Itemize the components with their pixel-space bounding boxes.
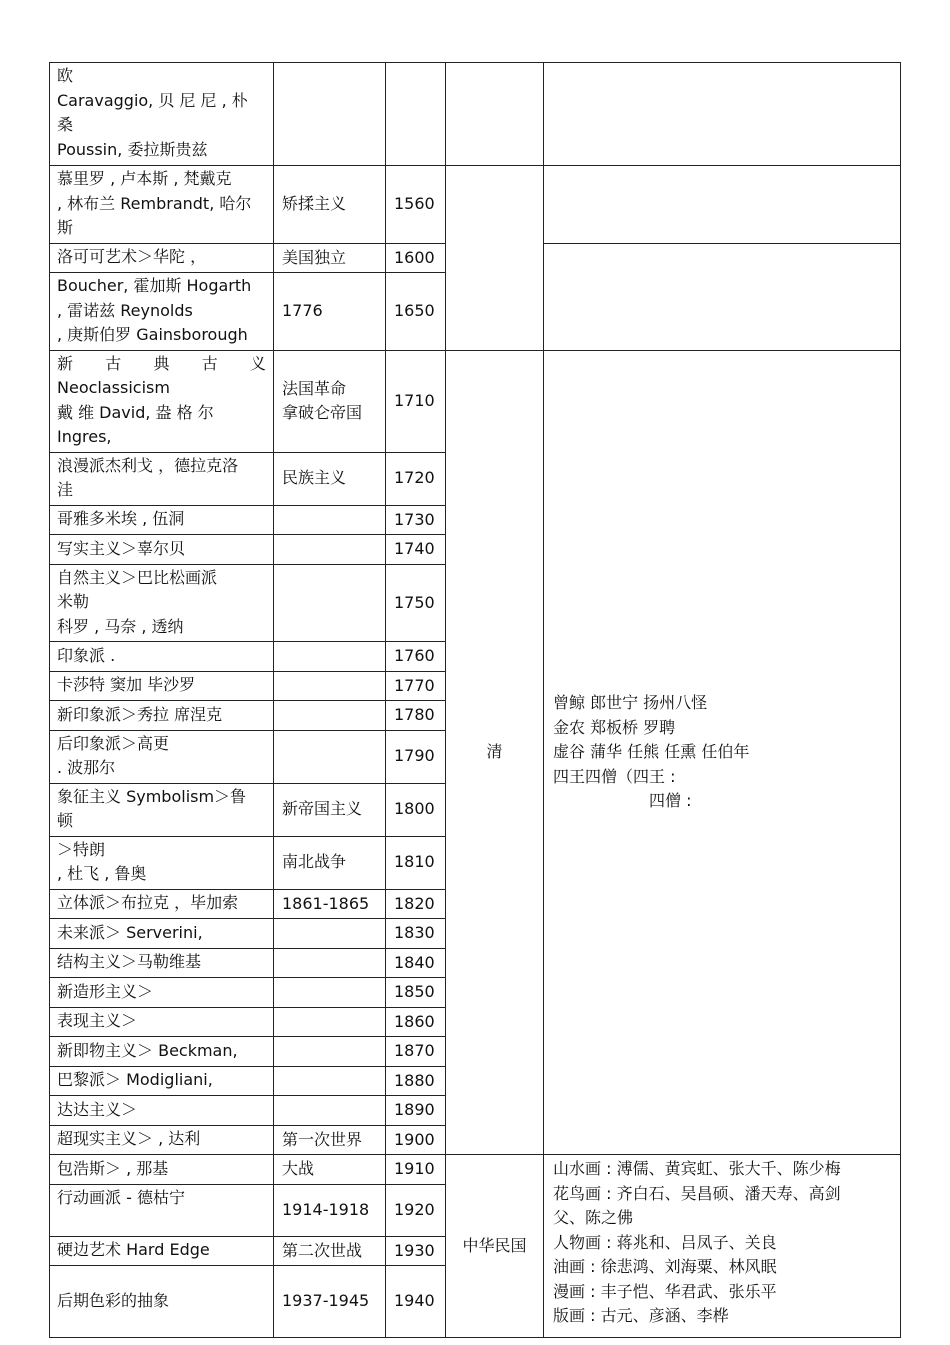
artists-cell: 新即物主义＞ Beckman,: [50, 1037, 274, 1067]
year-cell: 1740: [386, 535, 446, 565]
year-cell: 1790: [386, 730, 446, 783]
year-cell: 1900: [386, 1125, 446, 1155]
event-cell: [274, 505, 386, 535]
event-cell: 1776: [274, 273, 386, 351]
artists-cell: 象征主义 Symbolism＞鲁 顿: [50, 783, 274, 836]
event-cell: [274, 948, 386, 978]
artists-cell: 未来派＞ Serverini,: [50, 919, 274, 949]
artists-cell: 硬边艺术 Hard Edge: [50, 1236, 274, 1266]
event-cell: [274, 63, 386, 166]
artists-cell: ＞特朗 , 杜飞 , 鲁奥: [50, 836, 274, 889]
artists-cell: 行动画派 - 德枯宁: [50, 1184, 274, 1236]
event-cell: 法国革命 拿破仑帝国: [274, 350, 386, 452]
event-cell: 1861-1865: [274, 889, 386, 919]
event-cell: [274, 1066, 386, 1096]
event-cell: 第二次世战: [274, 1236, 386, 1266]
event-cell: [274, 1037, 386, 1067]
notes-cell-republic: 山水画 : 溥儒、黄宾虹、张大千、陈少梅 花鸟画 : 齐白石、吴昌硕、潘天寿、高剑 父、陈之佛 人物画 : 蒋兆和、吕凤子、关良 油画 : 徐悲鸿、刘海粟、林风眠 漫画 : 丰子恺、华君武、张乐平 版画 : 古元、彦涵、李桦: [544, 1155, 901, 1338]
event-cell: [274, 642, 386, 672]
notes-cell-qing: 曾鲸 郎世宁 扬州八怪 金农 郑板桥 罗聘 虚谷 蒲华 任熊 任熏 任伯年 四王四僧（四王 : 四僧 :: [544, 350, 901, 1155]
year-cell: 1560: [386, 166, 446, 244]
notes-cell: [544, 166, 901, 244]
year-cell: 1830: [386, 919, 446, 949]
event-cell: 第一次世界: [274, 1125, 386, 1155]
artists-cell: 慕里罗 , 卢本斯 , 梵戴克 , 林布兰 Rembrandt, 哈尔 斯: [50, 166, 274, 244]
artists-cell: 写实主义＞辜尔贝: [50, 535, 274, 565]
year-cell: 1730: [386, 505, 446, 535]
year-cell: 1780: [386, 701, 446, 731]
year-cell: 1810: [386, 836, 446, 889]
event-cell: [274, 671, 386, 701]
event-cell: [274, 978, 386, 1008]
year-cell: 1920: [386, 1184, 446, 1236]
artists-cell: 后期色彩的抽象: [50, 1266, 274, 1338]
artists-cell: 卡莎特 窦加 毕沙罗: [50, 671, 274, 701]
year-cell: 1880: [386, 1066, 446, 1096]
dynasty-cell: [446, 63, 544, 166]
dynasty-cell-republic: 中华民国: [446, 1155, 544, 1338]
event-cell: 新帝国主义: [274, 783, 386, 836]
year-cell: 1650: [386, 273, 446, 351]
event-cell: 南北战争: [274, 836, 386, 889]
event-cell: 民族主义: [274, 452, 386, 505]
year-cell: 1930: [386, 1236, 446, 1266]
year-cell: 1750: [386, 564, 446, 642]
event-cell: 美国独立: [274, 243, 386, 273]
art-history-timeline-table: [49, 62, 901, 1338]
notes-cell: [544, 63, 901, 166]
year-cell: 1820: [386, 889, 446, 919]
artists-cell: 洛可可艺术＞华陀 ，: [50, 243, 274, 273]
year-cell: 1840: [386, 948, 446, 978]
event-cell: [274, 564, 386, 642]
artists-cell: 印象派 .: [50, 642, 274, 672]
artists-cell: 新印象派＞秀拉 席涅克: [50, 701, 274, 731]
event-cell: 1937-1945: [274, 1266, 386, 1338]
year-cell: 1860: [386, 1007, 446, 1037]
artists-cell: 欧 Caravaggio, 贝 尼 尼 , 朴 桑 Poussin, 委拉斯贵兹: [50, 63, 274, 166]
artists-cell: 后印象派＞高更 . 波那尔: [50, 730, 274, 783]
event-cell: [274, 701, 386, 731]
year-cell: 1910: [386, 1155, 446, 1185]
artists-cell: 巴黎派＞ Modigliani,: [50, 1066, 274, 1096]
event-cell: [274, 535, 386, 565]
year-cell: [386, 63, 446, 166]
year-cell: 1890: [386, 1096, 446, 1126]
artists-cell: 自然主义＞巴比松画派 米勒 科罗 , 马奈 , 透纳: [50, 564, 274, 642]
dynasty-cell: [446, 166, 544, 351]
year-cell: 1710: [386, 350, 446, 452]
year-cell: 1800: [386, 783, 446, 836]
year-cell: 1870: [386, 1037, 446, 1067]
year-cell: 1760: [386, 642, 446, 672]
year-cell: 1850: [386, 978, 446, 1008]
artists-cell: Boucher, 霍加斯 Hogarth , 雷诺兹 Reynolds , 庚斯伯罗 Gainsborough: [50, 273, 274, 351]
justified-title: 新 古 典 古 义: [57, 353, 266, 373]
event-cell: [274, 1007, 386, 1037]
artists-cell: 立体派＞布拉克 ，毕加索: [50, 889, 274, 919]
year-cell: 1770: [386, 671, 446, 701]
event-cell: [274, 730, 386, 783]
year-cell: 1940: [386, 1266, 446, 1338]
notes-cell: [544, 243, 901, 350]
event-cell: 1914-1918: [274, 1184, 386, 1236]
artists-cell: 新造形主义＞: [50, 978, 274, 1008]
event-cell: [274, 919, 386, 949]
artists-cell: 包浩斯＞ , 那基: [50, 1155, 274, 1185]
year-cell: 1720: [386, 452, 446, 505]
event-cell: 矫揉主义: [274, 166, 386, 244]
event-cell: 大战: [274, 1155, 386, 1185]
artists-cell: 结构主义＞马勒维基: [50, 948, 274, 978]
year-cell: 1600: [386, 243, 446, 273]
artists-cell: 浪漫派杰利戈 ，德拉克洛 洼: [50, 452, 274, 505]
artists-cell: 哥雅多米埃 , 伍洞: [50, 505, 274, 535]
dynasty-cell-qing: 清: [446, 350, 544, 1155]
artists-cell: 新 古 典 古 义 Neoclassicism 戴 维 David, 盎 格 尔 Ingres,: [50, 350, 274, 452]
artists-cell: 表现主义＞: [50, 1007, 274, 1037]
event-cell: [274, 1096, 386, 1126]
artists-cell: 达达主义＞: [50, 1096, 274, 1126]
artists-cell: 超现实主义＞ , 达利: [50, 1125, 274, 1155]
